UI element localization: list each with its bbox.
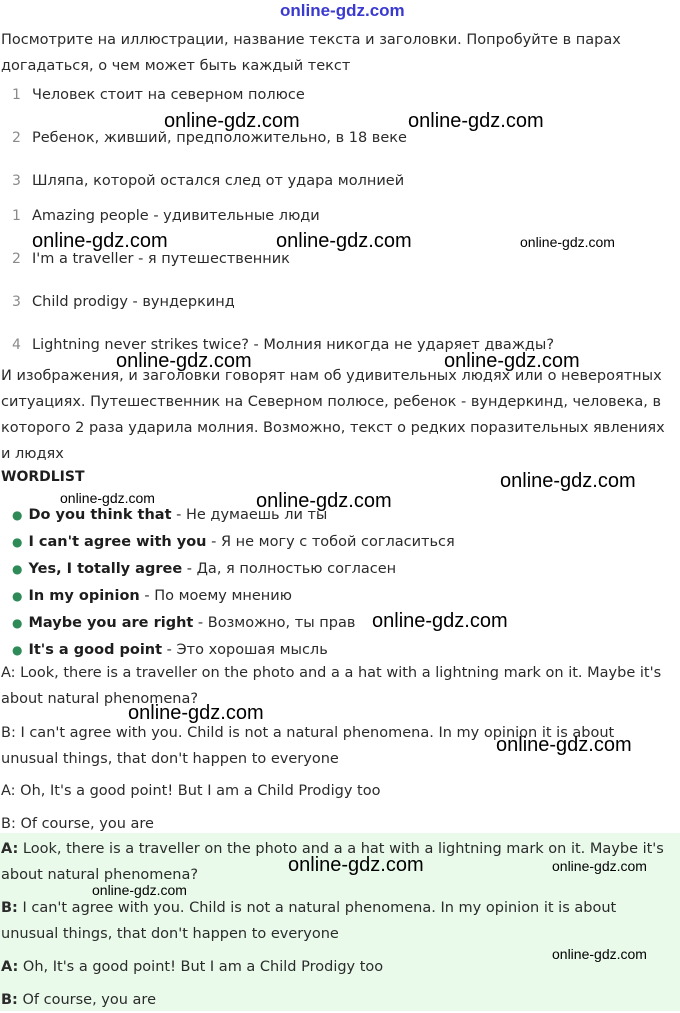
bullet-icon: ● <box>12 589 23 603</box>
bullet-icon: ● <box>12 616 23 630</box>
title-number: 1 <box>12 208 21 224</box>
title-item: Child prodigy - вундеркинд <box>32 294 235 310</box>
watermark: online-gdz.com <box>128 702 264 724</box>
watermark: online-gdz.com <box>552 946 647 962</box>
wordlist-item: ● It's a good point - Это хорошая мысль <box>12 642 328 658</box>
dialog-line: B: Of course, you are <box>1 816 154 832</box>
watermark: online-gdz.com <box>496 734 632 756</box>
title-item: Amazing people - удивительные люди <box>32 208 320 224</box>
title-number: 4 <box>12 337 21 353</box>
title-number: 3 <box>12 294 21 310</box>
bullet-icon: ● <box>12 562 23 576</box>
dialog-line: B: I can't agree with you. Child is not a natural phenomena. In my opinion it is about unusual things, that don't happen to everyone <box>1 725 615 767</box>
watermark: online-gdz.com <box>276 230 412 252</box>
watermark: online-gdz.com <box>520 234 615 250</box>
watermark: online-gdz.com <box>92 882 187 898</box>
watermark: online-gdz.com <box>500 470 636 492</box>
picture-item: Ребенок, живший, предположительно, в 18 веке <box>32 130 407 146</box>
picture-number: 2 <box>12 130 21 146</box>
title-number: 2 <box>12 251 21 267</box>
top-watermark: online-gdz.com <box>280 1 405 20</box>
watermark: online-gdz.com <box>444 350 580 372</box>
wordlist-item: ● Yes, I totally agree - Да, я полностью согласен <box>12 561 397 577</box>
title-item: Lightning never strikes twice? - Молния никогда не ударяет дважды? <box>32 337 555 353</box>
watermark: online-gdz.com <box>60 490 155 506</box>
watermark: online-gdz.com <box>164 110 300 132</box>
wordlist-title: WORDLIST <box>1 469 85 485</box>
dialog-line-highlighted: A: Oh, It's a good point! But I am a Child Prodigy too <box>1 959 384 975</box>
watermark: online-gdz.com <box>32 230 168 252</box>
title-item: I'm a traveller - я путешественник <box>32 251 290 267</box>
watermark: online-gdz.com <box>116 350 252 372</box>
watermark: online-gdz.com <box>256 490 392 512</box>
bullet-icon: ● <box>12 508 23 522</box>
bullet-icon: ● <box>12 643 23 657</box>
picture-item: Человек стоит на северном полюсе <box>32 87 305 103</box>
watermark: online-gdz.com <box>408 110 544 132</box>
wordlist-item: ● I can't agree with you - Я не могу с тобой согласиться <box>12 534 455 550</box>
dialog-line: A: Oh, It's a good point! But I am a Child Prodigy too <box>1 783 381 799</box>
picture-number: 1 <box>12 87 21 103</box>
watermark: online-gdz.com <box>288 854 424 876</box>
picture-item: Шляпа, которой остался след от удара молнией <box>32 173 405 189</box>
wordlist-item: ● Do you think that - Не думаешь ли ты <box>12 507 328 523</box>
dialog-line: A: Look, there is a traveller on the photo and a a hat with a lightning mark on it. Maybe it's about natural phenomena? <box>1 665 662 707</box>
watermark: online-gdz.com <box>372 610 508 632</box>
wordlist-item: ● In my opinion - По моему мнению <box>12 588 292 604</box>
summary-text: И изображения, и заголовки говорят нам об удивительных людях или о невероятных ситуациях. Путешественник на Северном полюсе, ребенок - вундеркинд, человека, в которого 2 раза ударила молния. Возможно, текст о редких поразительных явлениях и людях <box>1 368 665 462</box>
wordlist-item: ● Maybe you are right - Возможно, ты прав <box>12 615 356 631</box>
watermark: online-gdz.com <box>552 858 647 874</box>
intro-text: Посмотрите на иллюстрации, название текста и заголовки. Попробуйте в парах догадаться, о чем может быть каждый текст <box>1 32 621 74</box>
dialog-line-highlighted: A: Look, there is a traveller on the photo and a a hat with a lightning mark on it. Maybe it's about natural phenomena? <box>1 841 664 883</box>
picture-number: 3 <box>12 173 21 189</box>
bullet-icon: ● <box>12 535 23 549</box>
dialog-line-highlighted: B: I can't agree with you. Child is not a natural phenomena. In my opinion it is about unusual things, that don't happen to everyone <box>1 900 617 942</box>
dialog-line-highlighted: B: Of course, you are <box>1 992 156 1008</box>
